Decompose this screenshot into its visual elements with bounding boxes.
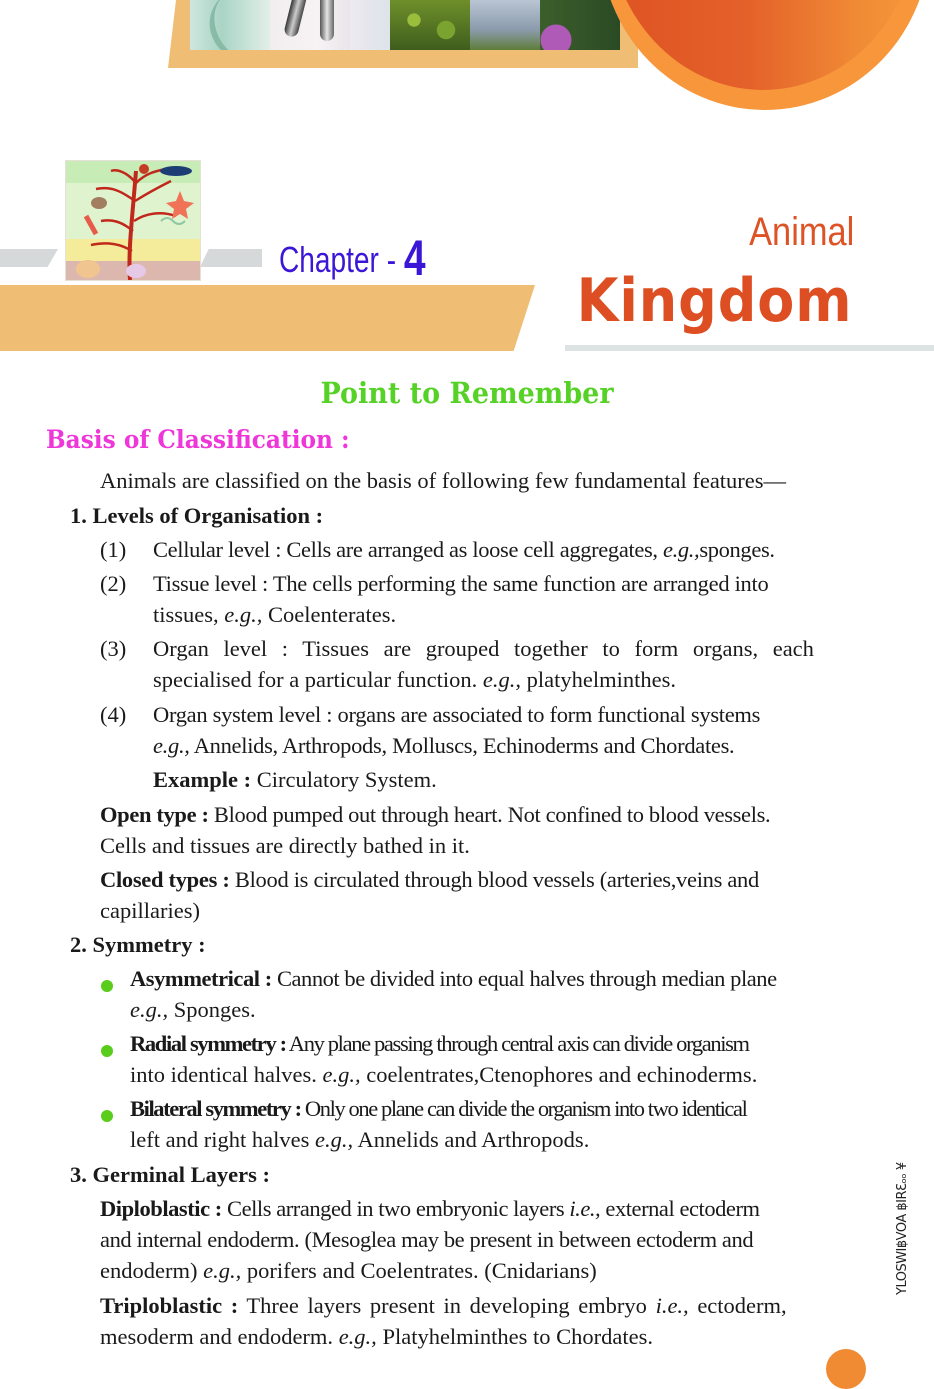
closed-type-label: Closed types : <box>100 867 230 892</box>
chapter-number-heading <box>279 226 426 284</box>
microscope-image <box>270 0 350 50</box>
triploblastic-label: Triploblastic : <box>100 1293 239 1318</box>
diploblastic-line1 <box>100 1196 760 1222</box>
diploblastic-line3 <box>100 1258 597 1284</box>
mountain-tree-image <box>470 0 540 50</box>
eg-abbrev: e.g., <box>662 537 700 562</box>
page-number-badge <box>826 1349 866 1389</box>
triploblastic-pre: mesoderm and endoderm. <box>100 1324 339 1349</box>
phylogenetic-tree-thumbnail <box>65 160 201 281</box>
org-item-1-body: Cellular level : Cells are arranged as loose cell aggregates, <box>153 537 663 562</box>
triploblastic-text-end: ectoderm, <box>688 1293 787 1318</box>
decorative-stripe-left <box>0 249 58 267</box>
bullet-icon <box>101 980 113 992</box>
closed-type-line2: capillaries) <box>100 898 200 923</box>
triploblastic-line2 <box>100 1324 653 1350</box>
symmetry-asym-line2 <box>130 997 256 1023</box>
symmetry-asym-line1 <box>130 966 777 992</box>
radial-text: Any plane passing through central axis can divide organism <box>285 1031 749 1056</box>
open-type-text: Blood pumped out through heart. Not confined to blood vessels. <box>208 802 771 827</box>
point-2-number: 2. <box>70 932 87 957</box>
diploblastic-example: porifers and Coelentrates. (Cnidarians) <box>241 1258 597 1283</box>
chapter-band <box>0 285 535 351</box>
bilateral-pre: left and right halves <box>130 1127 315 1152</box>
chapter-number: 4 <box>403 230 426 286</box>
diploblastic-label: Diploblastic : <box>100 1196 222 1221</box>
eg-abbrev: e.g., <box>322 1062 361 1087</box>
org-item-3-line1: Organ level : Tissues are grouped together to form organs, each <box>153 636 814 661</box>
radial-example: coelentrates,Ctenophores and echinoderms. <box>360 1062 758 1087</box>
point-1-number: 1. <box>70 503 87 528</box>
org-item-2-line2 <box>153 602 396 628</box>
org-item-2-num: (2) <box>100 571 127 596</box>
asymmetrical-text: Cannot be divided into equal halves through median plane <box>271 966 777 991</box>
bilateral-text: Only one plane can divide the organism into two identical <box>300 1096 747 1121</box>
decorative-stripe-mid <box>200 249 262 267</box>
org-item-3-line2 <box>153 667 676 693</box>
point-3-title: Germinal Layers : <box>92 1162 270 1187</box>
diploblastic-text-end: external ectoderm <box>600 1196 760 1221</box>
side-watermark-text: YLOSWI฿VOA ฿IRƐₒₒ ¥ <box>895 1162 910 1295</box>
org-item-3-example: platyhelminthes. <box>521 667 676 692</box>
eg-abbrev: e.g., <box>314 1127 354 1152</box>
asymmetrical-label: Asymmetrical : <box>130 966 272 991</box>
open-type-label: Open type : <box>100 802 209 827</box>
diploblastic-line2: and internal endoderm. (Mesoglea may be present in between ectoderm and <box>100 1227 754 1252</box>
point-3-number: 3. <box>70 1162 87 1187</box>
ie-abbrev: i.e., <box>569 1196 601 1221</box>
org-item-3-num: (3) <box>100 636 127 661</box>
eg-abbrev: e.g., <box>224 602 263 627</box>
org-item-4-num: (4) <box>100 702 127 727</box>
title-underline-rule <box>565 345 934 351</box>
triploblastic-text: Three layers present in developing embryo <box>238 1293 656 1318</box>
org-item-3-pre: specialised for a particular function. <box>153 667 483 692</box>
symmetry-bilateral-line2 <box>130 1127 589 1153</box>
symmetry-bilateral-line1 <box>130 1096 746 1122</box>
bullet-icon <box>101 1110 113 1122</box>
ie-abbrev: i.e., <box>655 1293 689 1318</box>
example-line <box>153 767 437 793</box>
symmetry-radial-line1 <box>130 1031 749 1057</box>
org-item-1-num: (1) <box>100 537 127 562</box>
org-item-2-pre: tissues, <box>153 602 225 627</box>
org-item-1-example: sponges. <box>699 537 775 562</box>
flower-image <box>540 0 620 50</box>
triploblastic-line1 <box>100 1293 787 1319</box>
org-item-2-line1: Tissue level : The cells performing the same function are arranged into <box>153 571 769 596</box>
eg-abbrev: e.g., <box>203 1258 242 1283</box>
open-type-line2: Cells and tissues are directly bathed in it. <box>100 833 470 858</box>
eg-abbrev: e.g., <box>482 667 521 692</box>
example-text: Circulatory System. <box>251 767 437 792</box>
intro-text: Animals are classified on the basis of following few fundamental features— <box>100 468 787 493</box>
triploblastic-example: Platyhelminthes to Chordates. <box>376 1324 654 1349</box>
symmetry-radial-line2 <box>130 1062 757 1088</box>
diploblastic-pre: endoderm) <box>100 1258 204 1283</box>
subsection-title: Basis of Classification : <box>46 425 350 454</box>
org-item-2-example: Coelenterates. <box>262 602 397 627</box>
dna-helix-image <box>190 0 270 50</box>
cactus-image <box>390 0 470 50</box>
open-type-line1 <box>100 802 770 828</box>
org-item-4-line1: Organ system level : organs are associated to form functional systems <box>153 702 761 727</box>
point-1-heading <box>70 503 323 529</box>
diploblastic-text: Cells arranged in two embryonic layers <box>221 1196 570 1221</box>
org-item-4-line2 <box>153 733 734 759</box>
lab-background-image <box>350 0 390 50</box>
radial-pre: into identical halves. <box>130 1062 323 1087</box>
point-2-heading <box>70 932 206 958</box>
tree-branches-icon <box>66 161 200 280</box>
eg-abbrev: e.g., <box>130 997 169 1022</box>
bilateral-label: Bilateral symmetry : <box>130 1096 301 1121</box>
asymmetrical-example: Sponges. <box>168 997 256 1022</box>
chapter-title-line2: Kingdom <box>576 266 852 336</box>
org-item-1-text <box>153 537 775 563</box>
closed-type-text: Blood is circulated through blood vessels (arteries,veins and <box>229 867 759 892</box>
radial-label: Radial symmetry : <box>130 1031 286 1056</box>
example-label: Example : <box>153 767 252 792</box>
bilateral-example: Annelids and Arthropods. <box>353 1127 590 1152</box>
org-item-4-example: Annelids, Arthropods, Molluscs, Echinoderms and Chordates. <box>189 733 735 758</box>
closed-type-line1 <box>100 867 759 893</box>
point-2-title: Symmetry : <box>92 932 206 957</box>
banner-photo-strip <box>190 0 620 50</box>
point-3-heading <box>70 1162 270 1188</box>
section-title: Point to Remember <box>320 376 614 410</box>
eg-abbrev: e.g., <box>153 733 190 758</box>
point-1-title: Levels of Organisation : <box>92 503 324 528</box>
eg-abbrev: e.g., <box>338 1324 377 1349</box>
chapter-title-line1: Animal <box>748 210 854 254</box>
bullet-icon <box>101 1045 113 1057</box>
chapter-label: Chapter - <box>279 239 404 280</box>
